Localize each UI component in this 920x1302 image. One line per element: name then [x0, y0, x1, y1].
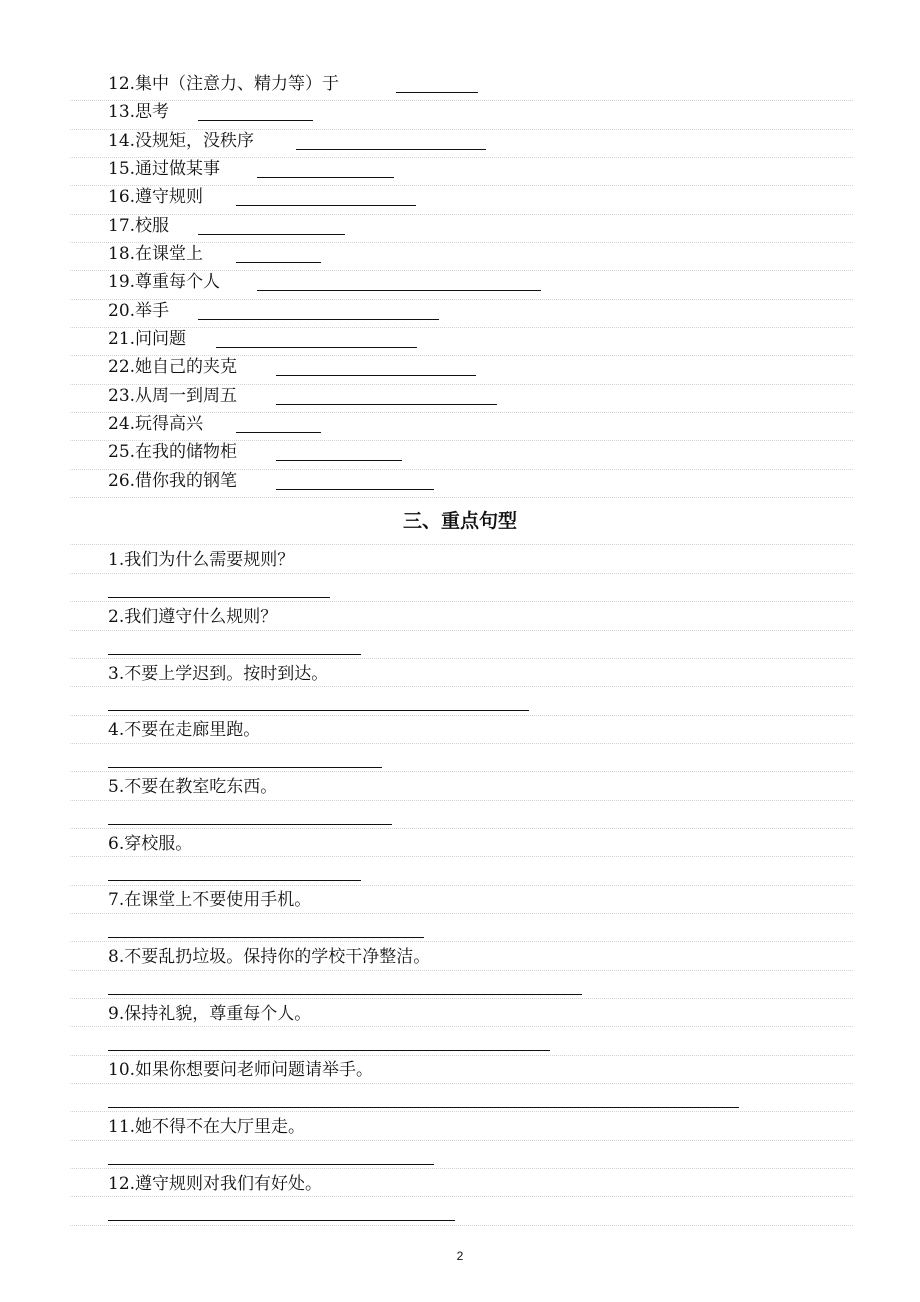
- answer-blank[interactable]: [257, 290, 541, 291]
- ruling-line: [70, 573, 853, 574]
- ruling-line: [70, 1140, 853, 1141]
- vocab-item: [108, 270, 220, 294]
- answer-blank[interactable]: [198, 120, 313, 121]
- item-text: 不要在教室吃东西。: [124, 777, 278, 797]
- item-number: 7.: [108, 890, 125, 910]
- item-text: 没规矩，没秩序: [135, 131, 255, 151]
- item-number: 6.: [108, 834, 125, 854]
- ruling-line: [70, 856, 853, 857]
- ruling-line: [70, 800, 853, 801]
- ruling-line: [70, 743, 853, 744]
- answer-blank[interactable]: [257, 177, 394, 178]
- item-text: 问问题: [135, 329, 187, 349]
- vocab-item: [108, 72, 339, 96]
- ruling-line: [70, 715, 853, 716]
- vocab-item: [108, 412, 203, 436]
- answer-line[interactable]: [108, 824, 392, 825]
- item-number: 12.: [108, 74, 136, 94]
- answer-blank[interactable]: [198, 319, 439, 320]
- item-text: 不要在走廊里跑。: [124, 720, 261, 740]
- answer-blank[interactable]: [236, 205, 416, 206]
- sentence-item: [108, 1115, 305, 1139]
- answer-blank[interactable]: [198, 234, 345, 235]
- ruling-line: [70, 913, 853, 914]
- item-number: 10.: [108, 1060, 136, 1080]
- ruling-line: [70, 299, 853, 300]
- item-number: 5.: [108, 777, 125, 797]
- ruling-line: [70, 658, 853, 659]
- item-text: 不要上学迟到。按时到达。: [124, 664, 329, 684]
- ruling-line: [70, 771, 853, 772]
- vocab-item: [108, 129, 254, 153]
- item-text: 她自己的夹克: [135, 357, 238, 377]
- section-title: 三、重点句型: [402, 510, 517, 532]
- ruling-line: [70, 941, 853, 942]
- answer-line[interactable]: [108, 1107, 739, 1108]
- item-number: 18.: [108, 244, 136, 264]
- item-text: 从周一到周五: [135, 386, 238, 406]
- item-number: 1.: [108, 550, 125, 570]
- item-text: 遵守规则对我们有好处。: [135, 1174, 323, 1194]
- sentence-item: [108, 662, 328, 686]
- answer-line[interactable]: [108, 767, 382, 768]
- answer-line[interactable]: [108, 1220, 455, 1221]
- ruling-line: [70, 100, 853, 101]
- ruling-line: [70, 885, 853, 886]
- answer-line[interactable]: [108, 710, 529, 711]
- ruling-line: [70, 1055, 853, 1056]
- sentence-item: [108, 775, 277, 799]
- item-number: 25.: [108, 442, 136, 462]
- vocab-item: [108, 157, 220, 181]
- sentence-item: [108, 1058, 373, 1082]
- item-text: 遵守规则: [135, 187, 204, 207]
- sentence-item: [108, 1002, 311, 1026]
- answer-line[interactable]: [108, 597, 330, 598]
- sentence-item: [108, 548, 294, 572]
- ruling-line: [70, 630, 853, 631]
- answer-blank[interactable]: [216, 347, 417, 348]
- sentence-item: [108, 718, 260, 742]
- vocab-item: [108, 100, 169, 124]
- answer-blank[interactable]: [276, 375, 476, 376]
- item-number: 23.: [108, 386, 136, 406]
- sentence-item: [108, 832, 192, 856]
- item-text: 我们为什么需要规则？: [124, 550, 295, 570]
- vocab-item: [108, 327, 186, 351]
- answer-blank[interactable]: [296, 149, 486, 150]
- item-number: 16.: [108, 187, 136, 207]
- answer-line[interactable]: [108, 937, 424, 938]
- page-number: 2: [456, 1249, 464, 1263]
- sentence-item: [108, 605, 277, 629]
- ruling-line: [70, 998, 853, 999]
- vocab-item: [108, 355, 237, 379]
- vocab-item: [108, 440, 237, 464]
- ruling-line: [70, 601, 853, 602]
- item-number: 15.: [108, 159, 136, 179]
- item-number: 12.: [108, 1174, 136, 1194]
- ruling-line: [70, 327, 853, 328]
- item-number: 4.: [108, 720, 125, 740]
- item-text: 通过做某事: [135, 159, 221, 179]
- answer-line[interactable]: [108, 880, 361, 881]
- answer-blank[interactable]: [236, 262, 321, 263]
- item-number: 14.: [108, 131, 136, 151]
- answer-line[interactable]: [108, 994, 582, 995]
- ruling-line: [70, 970, 853, 971]
- answer-blank[interactable]: [276, 404, 497, 405]
- vocab-item: [108, 214, 169, 238]
- item-text: 如果你想要问老师问题请举手。: [135, 1060, 374, 1080]
- ruling-line: [70, 1196, 853, 1197]
- item-text: 尊重每个人: [135, 272, 221, 292]
- item-text: 在课堂上不要使用手机。: [124, 890, 312, 910]
- ruling-line: [70, 1111, 853, 1112]
- item-text: 集中（注意力、精力等）于: [135, 74, 340, 94]
- ruling-line: [70, 686, 853, 687]
- vocab-item: [108, 242, 203, 266]
- item-text: 校服: [135, 216, 170, 236]
- ruling-line: [70, 544, 853, 545]
- item-number: 21.: [108, 329, 136, 349]
- ruling-line: [70, 497, 853, 498]
- answer-blank[interactable]: [276, 460, 402, 461]
- item-text: 借你我的钢笔: [135, 471, 238, 491]
- ruling-line: [70, 1026, 853, 1027]
- item-number: 22.: [108, 357, 136, 377]
- ruling-line: [70, 1168, 853, 1169]
- answer-blank[interactable]: [396, 92, 478, 93]
- ruling-line: [70, 214, 853, 215]
- vocab-item: [108, 469, 237, 493]
- item-text: 思考: [135, 102, 170, 122]
- item-text: 在我的储物柜: [135, 442, 238, 462]
- ruling-line: [70, 1083, 853, 1084]
- item-number: 19.: [108, 272, 136, 292]
- item-text: 玩得高兴: [135, 414, 204, 434]
- item-text: 穿校服。: [124, 834, 193, 854]
- item-text: 我们遵守什么规则？: [124, 607, 278, 627]
- vocab-item: [108, 299, 169, 323]
- item-number: 3.: [108, 664, 125, 684]
- sentence-item: [108, 945, 430, 969]
- item-number: 9.: [108, 1004, 125, 1024]
- vocab-item: [108, 384, 237, 408]
- item-number: 11.: [108, 1117, 136, 1137]
- item-text: 不要乱扔垃圾。保持你的学校干净整洁。: [124, 947, 431, 967]
- item-number: 8.: [108, 947, 125, 967]
- item-text: 在课堂上: [135, 244, 204, 264]
- item-number: 20.: [108, 301, 136, 321]
- answer-line[interactable]: [108, 1164, 434, 1165]
- answer-blank[interactable]: [236, 432, 321, 433]
- item-text: 保持礼貌，尊重每个人。: [124, 1004, 312, 1024]
- item-text: 她不得不在大厅里走。: [135, 1117, 306, 1137]
- item-text: 举手: [135, 301, 170, 321]
- item-number: 13.: [108, 102, 136, 122]
- item-number: 17.: [108, 216, 136, 236]
- item-number: 26.: [108, 471, 136, 491]
- ruling-line: [70, 1225, 853, 1226]
- answer-line[interactable]: [108, 1050, 550, 1051]
- sentence-item: [108, 888, 311, 912]
- vocab-item: [108, 185, 203, 209]
- answer-line[interactable]: [108, 654, 361, 655]
- ruling-line: [70, 828, 853, 829]
- sentence-item: [108, 1172, 322, 1196]
- item-number: 24.: [108, 414, 136, 434]
- answer-blank[interactable]: [276, 489, 434, 490]
- item-number: 2.: [108, 607, 125, 627]
